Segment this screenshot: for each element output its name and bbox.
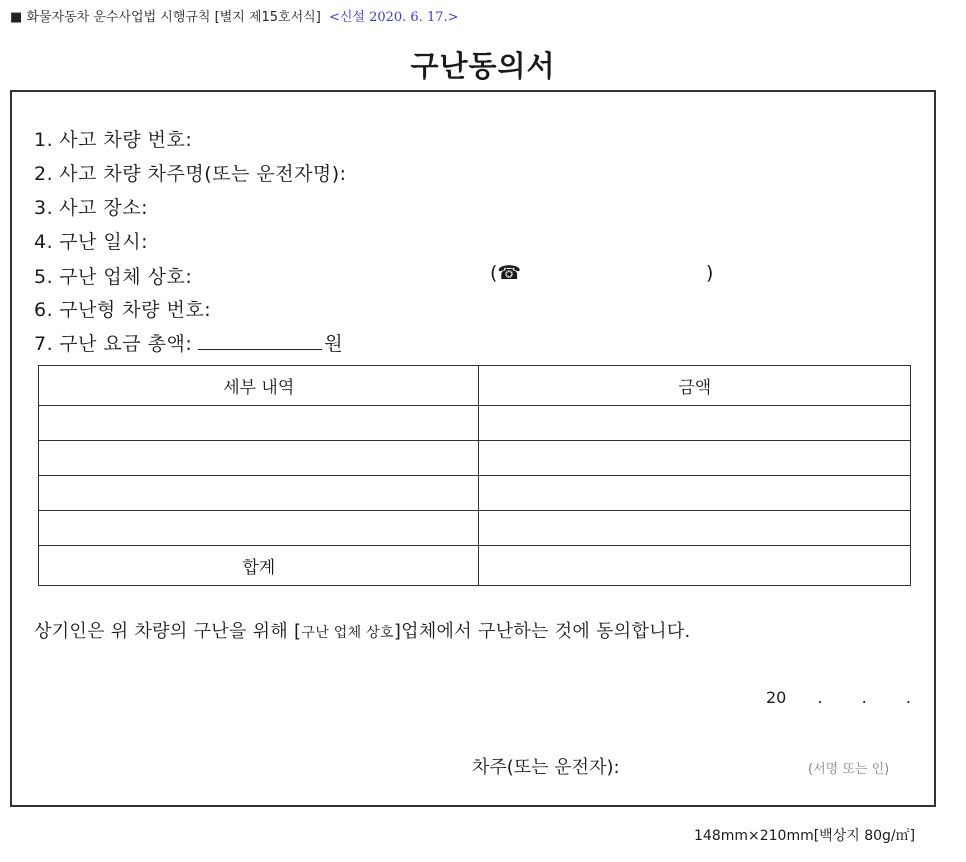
fee-detail-table (38, 365, 911, 586)
amendment-date: <신설 2020. 6. 17.> (328, 10, 459, 25)
fee-unit: 원 (324, 333, 344, 355)
field-total-fee[interactable]: 7. 구난 요금 총액: 원 (34, 333, 344, 355)
company-name-placeholder[interactable]: 구난 업체 상호 (301, 625, 394, 641)
phone-close: ) (706, 262, 714, 284)
fee-input-line[interactable] (198, 331, 322, 350)
form-body (10, 90, 936, 807)
table-header-row (39, 366, 911, 406)
phone-icon: (☎ (490, 262, 522, 284)
paper-spec: 148mm×210mm[백상지 80g/㎡] (694, 828, 916, 844)
field-label: 사고 장소: (59, 197, 148, 219)
page-title: 구난동의서 (410, 49, 556, 83)
phone-field[interactable] (490, 262, 521, 284)
field-label: 구난형 차량 번호: (59, 299, 212, 321)
agreement-statement: 상기인은 위 차량의 구난을 위해 [구난 업체 상호]업체에서 구난하는 것에 동의합니다. (34, 621, 691, 642)
detail-cell[interactable] (39, 476, 479, 511)
field-accident-location[interactable]: 3. 사고 장소: (34, 197, 148, 219)
amount-cell[interactable] (479, 406, 911, 441)
detail-cell[interactable] (39, 406, 479, 441)
table-row (39, 441, 911, 476)
date-separator: . (861, 688, 867, 707)
total-label: 합계 (39, 546, 479, 586)
table-total-row (39, 546, 911, 586)
column-header-amount: 금액 (479, 366, 911, 406)
field-label: 구난 업체 상호: (59, 266, 193, 288)
field-label: 구난 일시: (59, 231, 148, 253)
detail-cell[interactable] (39, 441, 479, 476)
regulation-text: ■ 화물자동차 운수사업법 시행규칙 [별지 제15호서식] (10, 10, 321, 25)
total-amount-cell[interactable] (479, 546, 911, 586)
field-tow-truck-number[interactable]: 6. 구난형 차량 번호: (34, 299, 212, 321)
field-towing-datetime[interactable]: 4. 구난 일시: (34, 231, 148, 253)
amount-cell[interactable] (479, 511, 911, 546)
signature-field[interactable]: (서명 또는 인) (808, 762, 890, 777)
year-prefix: 20 (766, 688, 787, 707)
column-header-detail: 세부 내역 (39, 366, 479, 406)
field-label: 구난 요금 총액: (59, 333, 193, 355)
date-field[interactable] (766, 688, 911, 707)
table-row (39, 476, 911, 511)
amount-cell[interactable] (479, 441, 911, 476)
date-separator: . (817, 688, 823, 707)
signature-label: 차주(또는 운전자): (472, 757, 620, 778)
field-vehicle-owner-name[interactable]: 2. 사고 차량 차주명(또는 운전자명): (34, 163, 347, 185)
date-separator: . (905, 688, 911, 707)
table-row (39, 511, 911, 546)
field-towing-company-name[interactable]: 5. 구난 업체 상호: (34, 266, 193, 288)
form-reference (10, 6, 459, 25)
field-label: 사고 차량 차주명(또는 운전자명): (59, 163, 347, 185)
table-row (39, 406, 911, 441)
detail-cell[interactable] (39, 511, 479, 546)
field-label: 사고 차량 번호: (59, 129, 193, 151)
field-accident-vehicle-number[interactable]: 1. 사고 차량 번호: (34, 129, 193, 151)
amount-cell[interactable] (479, 476, 911, 511)
